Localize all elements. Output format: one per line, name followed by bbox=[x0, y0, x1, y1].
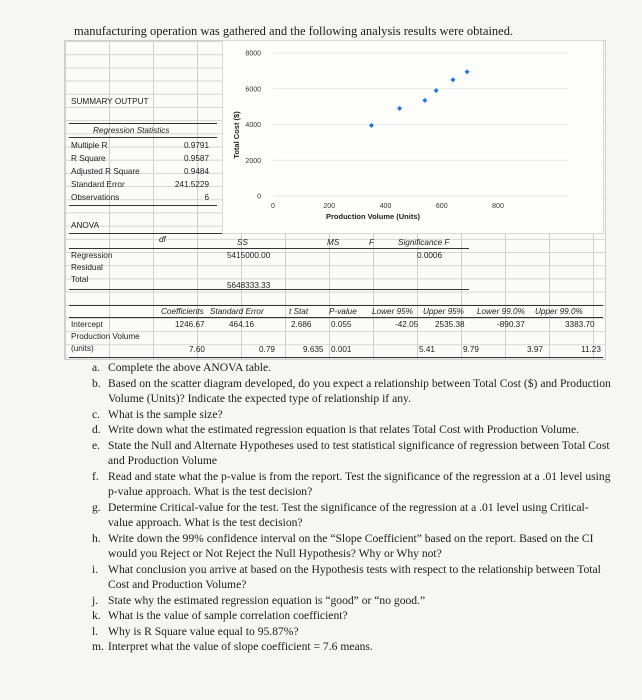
question-text: What is the sample size? bbox=[108, 407, 223, 421]
coef-header-lower-95: Lower 95% bbox=[372, 307, 413, 316]
anova-header-f: F bbox=[369, 238, 375, 247]
stat-label-standard-error: Standard Error bbox=[71, 180, 125, 189]
coef-header-upper-95: Upper 95% bbox=[423, 307, 464, 316]
question-text: Determine Critical-value for the test. Test the significance of the regression at a .01 level using Critical-value approach. What is the test decision? bbox=[108, 500, 589, 529]
question-text: Interpret what the value of slope coefficient = 7.6 means. bbox=[108, 640, 373, 653]
anova-regression-ss: 5415000.00 bbox=[227, 251, 271, 260]
y-tick-label: 6000 bbox=[245, 86, 261, 94]
question-item bbox=[92, 593, 612, 609]
stat-value-adj-r-square: 0.9484 bbox=[183, 167, 209, 176]
question-item bbox=[92, 360, 612, 376]
question-letter: h. bbox=[92, 531, 101, 545]
coef-header-lower-99: Lower 99.0% bbox=[477, 307, 525, 316]
stat-label-multiple-r: Multiple R bbox=[71, 141, 108, 150]
question-item bbox=[92, 422, 612, 438]
intercept-coefficient: 1246.67 bbox=[175, 320, 205, 329]
anova-title: ANOVA bbox=[71, 221, 100, 230]
anova-header-ss: SS bbox=[237, 238, 248, 247]
intercept-standard-error: 464.16 bbox=[229, 320, 255, 329]
stat-value-standard-error: 241.5229 bbox=[174, 180, 209, 189]
anova-row-total: Total bbox=[71, 275, 89, 284]
data-point bbox=[397, 106, 402, 111]
question-item bbox=[92, 562, 612, 593]
slope-upper-99: 11.23 bbox=[581, 345, 601, 354]
question-letter: k. bbox=[92, 609, 101, 622]
questions-list bbox=[92, 360, 612, 655]
coef-row-units: (units) bbox=[71, 344, 94, 353]
question-letter: g. bbox=[92, 500, 101, 514]
data-point bbox=[369, 123, 374, 128]
question-item bbox=[92, 500, 612, 531]
question-letter: c. bbox=[92, 407, 101, 421]
question-item bbox=[92, 608, 612, 624]
question-item bbox=[92, 624, 612, 640]
question-text: State why the estimated regression equation is “good” or “no good.” bbox=[108, 593, 426, 607]
x-tick-label: 200 bbox=[323, 203, 336, 210]
scatter-chart bbox=[222, 40, 604, 234]
coef-row-intercept: Intercept bbox=[71, 320, 103, 329]
question-letter: i. bbox=[92, 562, 99, 576]
x-tick-label: 0 bbox=[271, 203, 275, 210]
coef-header-p-value: P-value bbox=[329, 307, 357, 316]
coef-header-t-stat: t Stat bbox=[289, 307, 309, 316]
question-item bbox=[92, 639, 612, 655]
slope-t-stat: 9.635 bbox=[303, 345, 324, 354]
stat-label-adj-r-square: Adjusted R Square bbox=[71, 167, 140, 176]
coef-row-production-volume: Production Volume bbox=[71, 332, 140, 341]
scatter-plot-svg bbox=[223, 41, 603, 233]
slope-coefficient: 7.60 bbox=[189, 345, 205, 354]
stat-value-multiple-r: 0.9791 bbox=[183, 141, 209, 150]
y-tick-label: 8000 bbox=[245, 50, 261, 58]
slope-upper-95: 9.79 bbox=[463, 345, 479, 354]
question-item bbox=[92, 407, 612, 423]
anova-regression-sig: 0.0006 bbox=[417, 251, 443, 260]
intro-text: manufacturing operation was gathered and the following analysis results were obtained. bbox=[74, 24, 514, 38]
intercept-t-stat: 2.686 bbox=[291, 320, 312, 329]
anova-row-residual: Residual bbox=[71, 263, 103, 272]
anova-header-df: df bbox=[159, 235, 166, 244]
question-text: Write down what the estimated regression equation is that relates Total Cost with Production Volume. bbox=[108, 423, 580, 436]
regression-stats-title: Regression Statistics bbox=[93, 126, 170, 135]
question-item bbox=[92, 531, 612, 562]
question-text: Based on the scatter diagram developed, do you expect a relationship between Total Cost ($) and Production Volume (Units)? Indicate the expected type of relationship if any. bbox=[108, 376, 611, 405]
data-point bbox=[422, 98, 427, 103]
question-text: State the Null and Alternate Hypotheses used to test statistical significance of regression between Total Cost and Production Volume bbox=[108, 438, 610, 467]
y-tick-label: 4000 bbox=[245, 122, 261, 129]
intercept-lower-99: -890.37 bbox=[497, 320, 525, 329]
question-text: What is the value of sample correlation coefficient? bbox=[108, 609, 348, 622]
question-text: Read and state what the p-value is from the report. Test the significance of the regression at a .01 level using p-value approach. What is the test decision? bbox=[108, 469, 611, 498]
y-axis-label: Total Cost ($) bbox=[232, 111, 241, 159]
coef-header-standard-error: Standard Error bbox=[210, 307, 264, 316]
question-item bbox=[92, 438, 612, 469]
coef-header-coefficients: Coefficients bbox=[161, 307, 204, 316]
slope-lower-95: 5.41 bbox=[419, 345, 435, 354]
summary-title: SUMMARY OUTPUT bbox=[71, 97, 149, 106]
question-text: What conclusion you arrive at based on the Hypothesis tests with respect to the relationship between Total Cost and Production Volume? bbox=[108, 562, 601, 591]
anova-header-significance-f: Significance F bbox=[398, 238, 450, 247]
intercept-upper-99: 3383.70 bbox=[565, 320, 595, 329]
stat-value-r-square: 0.9587 bbox=[183, 154, 209, 163]
question-letter: a. bbox=[92, 361, 101, 374]
anova-header-ms: MS bbox=[327, 238, 340, 247]
intercept-upper-95: 2535.38 bbox=[435, 320, 465, 329]
stat-label-observations: Observations bbox=[71, 193, 120, 202]
stat-label-r-square: R Square bbox=[71, 154, 106, 163]
x-tick-label: 600 bbox=[435, 203, 448, 210]
question-item bbox=[92, 469, 612, 500]
question-letter: j. bbox=[92, 593, 99, 607]
question-letter: b. bbox=[92, 376, 101, 390]
question-item bbox=[92, 376, 612, 407]
data-point bbox=[465, 69, 470, 74]
stat-value-observations: 6 bbox=[204, 193, 209, 202]
intercept-lower-95: -42.05 bbox=[395, 320, 419, 329]
anova-row-regression: Regression bbox=[71, 251, 113, 260]
slope-standard-error: 0.79 bbox=[259, 345, 275, 354]
y-tick-label: 0 bbox=[257, 193, 261, 201]
question-letter: e. bbox=[92, 438, 101, 452]
coef-header-upper-99: Upper 99.0% bbox=[535, 307, 583, 316]
question-letter: f. bbox=[92, 469, 99, 483]
slope-p-value: 0.001 bbox=[331, 345, 352, 354]
question-text: Complete the above ANOVA table. bbox=[108, 361, 272, 374]
question-letter: l. bbox=[92, 624, 99, 638]
x-tick-label: 800 bbox=[492, 203, 504, 210]
data-point bbox=[450, 77, 455, 82]
x-axis-label: Production Volume (Units) bbox=[325, 212, 421, 221]
slope-lower-99: 3.97 bbox=[527, 345, 543, 354]
question-text: Write down the 99% confidence interval on the “Slope Coefficient” based on the report. Based on the CI would you Reject or Not Reject the Null Hypothesis? Why or Why not? bbox=[108, 531, 594, 560]
anova-total-ss: 5648333.33 bbox=[227, 281, 271, 290]
question-letter: m. bbox=[92, 640, 104, 653]
y-tick-label: 2000 bbox=[245, 157, 261, 165]
x-tick-label: 400 bbox=[379, 203, 392, 210]
question-text: Why is R Square value equal to 95.87%? bbox=[108, 624, 299, 638]
question-letter: d. bbox=[92, 423, 101, 436]
intercept-p-value: 0.055 bbox=[331, 320, 352, 329]
